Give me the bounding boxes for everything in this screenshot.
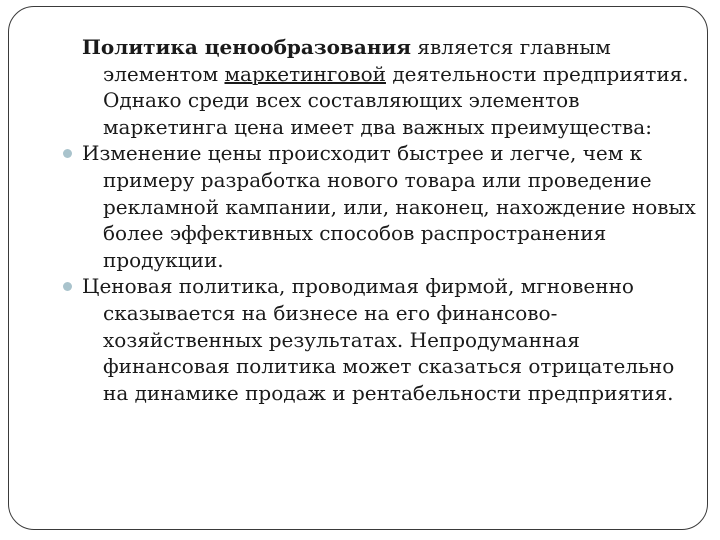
- bullet-item-2-text: Ценовая политика, проводимая фирмой, мгновенно сказывается на бизнесе на его финансово-хозяйственных результатах. Непродуманная финансовая политика может сказаться отрицательно на динамике продаж и рентабельности предприятия.: [82, 274, 675, 405]
- bullet-item-1-text: Изменение цены происходит быстрее и легче, чем к примеру разработка нового товара или проведение рекламной кампании, или, наконец, нахождение новых более эффективных способов распространения продукции.: [82, 141, 696, 272]
- bullet-item-1: [82, 140, 700, 273]
- slide-body: [82, 34, 700, 406]
- underlined-word: маркетинговой: [224, 61, 386, 86]
- intro-paragraph: [82, 34, 700, 140]
- intro-text-part-2: деятельности предприятия. Однако среди всех составляющих элементов маркетинга цена имеет два важных преимущества:: [103, 61, 689, 139]
- intro-text-part-1: является главным элементом: [103, 35, 611, 86]
- bold-term: Политика ценообразования: [82, 35, 412, 59]
- bullet-item-2: [82, 273, 700, 406]
